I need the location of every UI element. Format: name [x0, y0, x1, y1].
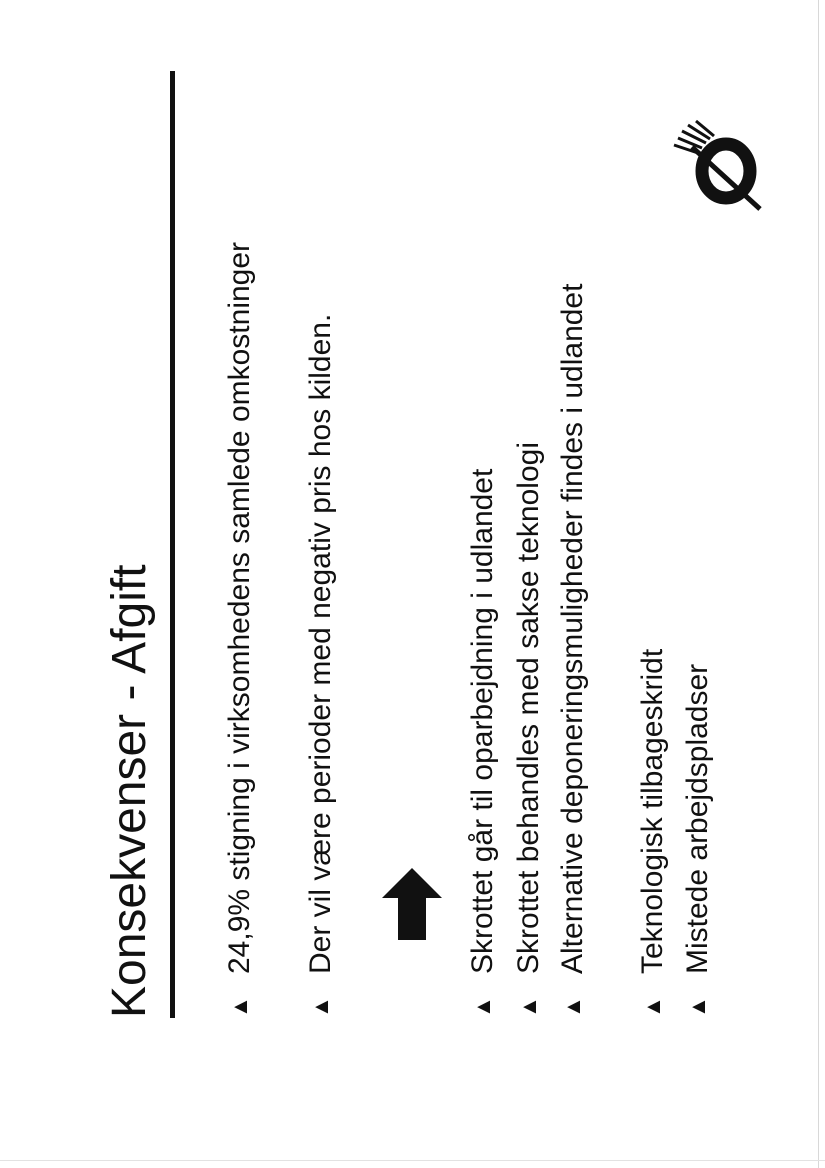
title-underline — [170, 71, 175, 1018]
bullet-marker: ▲ — [227, 996, 252, 1018]
bullet-text: Skrottet behandles med sakse teknologi — [512, 442, 545, 974]
slide-title: Konsekvenser - Afgift — [103, 564, 156, 1018]
bullet-marker: ▲ — [516, 996, 541, 1018]
bullet-item — [677, 78, 719, 1018]
bullet-item — [462, 78, 504, 1018]
bullet-item — [508, 78, 550, 1018]
bullet-marker: ▲ — [308, 996, 333, 1018]
bullet-text: Der vil være perioder med negativ pris hos kilden. — [304, 313, 337, 974]
bullet-marker: ▲ — [470, 996, 495, 1018]
bullet-item — [300, 78, 342, 1018]
bullet-marker: ▲ — [685, 996, 710, 1018]
bullet-item — [552, 78, 594, 1018]
bullet-item — [219, 78, 261, 1018]
bullet-marker: ▲ — [640, 996, 665, 1018]
bullet-text: Mistede arbejdspladser — [681, 663, 714, 974]
right-arrow-icon — [382, 868, 442, 940]
bullet-text: Teknologisk tilbageskridt — [636, 648, 669, 974]
bullet-text: 24,9% stigning i virksomhedens samlede omkostninger — [223, 241, 256, 974]
bullet-text: Alternative deponeringsmuligheder findes i udlandet — [556, 283, 589, 974]
bullet-item — [632, 78, 674, 1018]
bullet-text: Skrottet går til oparbejdning i udlandet — [466, 468, 499, 974]
bullet-marker: ▲ — [560, 996, 585, 1018]
